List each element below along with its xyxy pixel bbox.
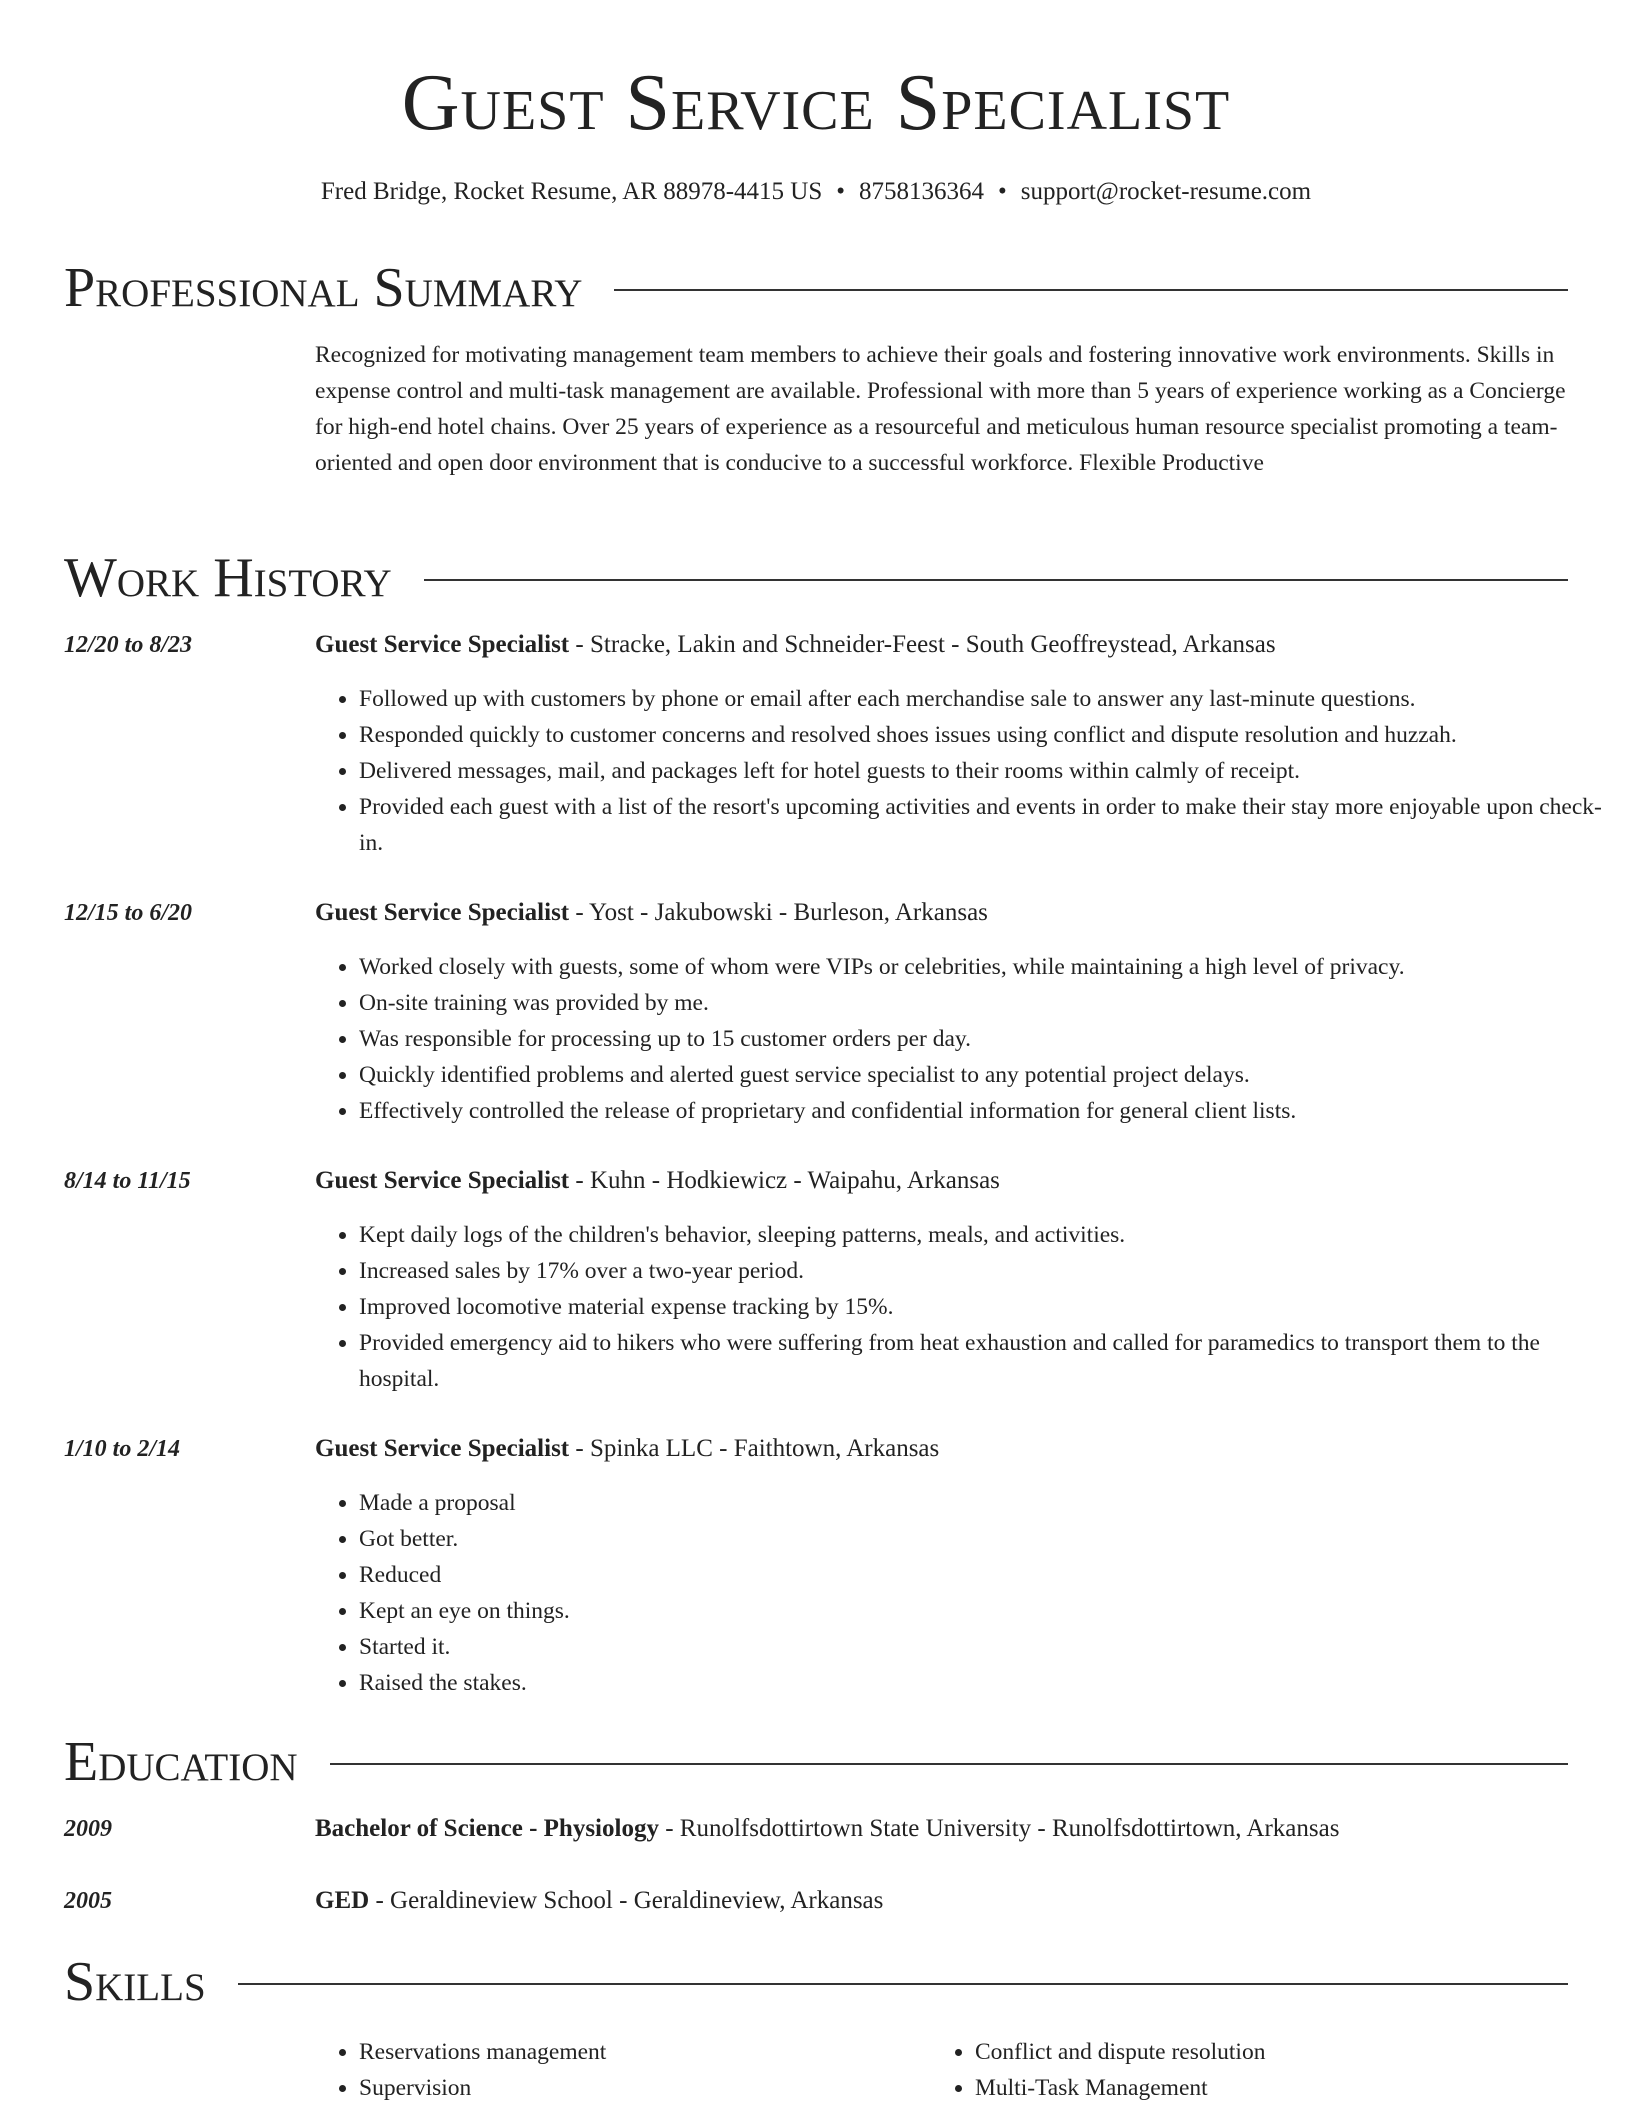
job-bullet: • Got better. — [359, 1521, 1612, 1557]
section-title-education: Education — [64, 1731, 298, 1793]
job-bullet: • Quickly identified problems and alerted guest service specialist to any potential project delays. — [359, 1057, 1612, 1093]
education-heading — [315, 1884, 1568, 1918]
contact-phone: 8758136364 — [859, 178, 985, 205]
education-year: 2009 — [64, 1816, 112, 1842]
job-heading — [315, 628, 1568, 662]
section-divider — [330, 1763, 1568, 1765]
job-bullet: • Effectively controlled the release of proprietary and confidential information for general client lists. — [359, 1093, 1612, 1129]
job-bullet-list — [315, 949, 1612, 1129]
job-bullet: • Made a proposal — [359, 1485, 1612, 1521]
job-dates: 8/14 to 11/15 — [64, 1168, 191, 1194]
section-header-summary — [64, 256, 1568, 320]
education-details: - Geraldineview School - Geraldineview, Arkansas — [369, 1887, 884, 1914]
job-bullet: • Responded quickly to customer concerns and resolved shoes issues using conflict and dispute resolution and huzzah. — [359, 717, 1612, 753]
job-bullet: • Kept an eye on things. — [359, 1593, 1612, 1629]
job-heading — [315, 1164, 1568, 1198]
job-bullet-list — [315, 1217, 1612, 1397]
contact-address: Fred Bridge, Rocket Resume, AR 88978-4415 US — [320, 178, 823, 205]
job-title: Guest Service Specialist — [315, 899, 570, 926]
skill-item: • Reservations management — [359, 2034, 931, 2070]
skill-item: • Conflict and dispute resolution — [975, 2034, 1575, 2070]
job-dates: 12/15 to 6/20 — [64, 900, 193, 926]
job-title: Guest Service Specialist — [315, 631, 570, 658]
job-dates: 1/10 to 2/14 — [64, 1436, 181, 1462]
skill-item: • Supervision — [359, 2070, 931, 2106]
section-divider — [614, 289, 1568, 291]
job-bullet: • On-site training was provided by me. — [359, 985, 1612, 1021]
job-title: Guest Service Specialist — [315, 1167, 570, 1194]
job-bullet: • Raised the stakes. — [359, 1665, 1612, 1701]
skills-list-right — [931, 2034, 1575, 2106]
contact-line — [64, 176, 1568, 208]
education-degree: Bachelor of Science - Physiology — [315, 1815, 659, 1842]
job-bullet: • Reduced — [359, 1557, 1612, 1593]
contact-email: support@rocket-resume.com — [1020, 178, 1312, 205]
job-bullet: • Was responsible for processing up to 15 customer orders per day. — [359, 1021, 1612, 1057]
education-details: - Runolfsdottirtown State University - Runolfsdottirtown, Arkansas — [658, 1815, 1340, 1842]
job-bullet: • Provided each guest with a list of the resort's upcoming activities and events in order to make their stay more enjoyable upon check-in. — [359, 789, 1612, 861]
job-bullet-list — [315, 681, 1612, 861]
section-header-skills — [64, 1950, 1568, 2014]
section-header-education — [64, 1730, 1568, 1794]
resume-title: Guest Service Specialist — [401, 59, 1231, 147]
job-title: Guest Service Specialist — [315, 1435, 570, 1462]
job-details: - Stracke, Lakin and Schneider-Feest - South Geoffreystead, Arkansas — [569, 631, 1276, 658]
education-degree: GED — [315, 1887, 370, 1914]
job-bullet: • Worked closely with guests, some of whom were VIPs or celebrities, while maintaining a high level of privacy. — [359, 949, 1612, 985]
job-heading — [315, 896, 1568, 930]
education-heading — [315, 1812, 1568, 1846]
summary-text: Recognized for motivating management team members to achieve their goals and fostering innovative work environments. Skills in expense control and multi-task management are available. Professional with more than 5 years of experience working as a Concierge for high-end hotel chains. Over 25 years of experience as a resourceful and meticulous human resource specialist promoting a team-oriented and open door environment that is conducive to a successful workforce. Flexible Productive — [315, 342, 1566, 476]
job-heading — [315, 1432, 1568, 1466]
contact-separator: • — [836, 178, 846, 205]
job-details: - Yost - Jakubowski - Burleson, Arkansas — [569, 899, 988, 926]
job-bullet: • Provided emergency aid to hikers who were suffering from heat exhaustion and called for paramedics to transport them to the hospital. — [359, 1325, 1612, 1397]
section-header-work-history — [64, 546, 1568, 610]
job-bullet-list — [315, 1485, 1612, 1701]
job-bullet: • Improved locomotive material expense tracking by 15%. — [359, 1289, 1612, 1325]
section-title-summary: Professional Summary — [64, 257, 583, 319]
contact-separator: • — [998, 178, 1007, 205]
section-divider — [238, 1983, 1568, 1985]
job-details: - Kuhn - Hodkiewicz - Waipahu, Arkansas — [569, 1167, 1000, 1194]
job-dates: 12/20 to 8/23 — [64, 632, 193, 658]
job-bullet: • Started it. — [359, 1629, 1612, 1665]
skills-list-left — [315, 2034, 931, 2106]
section-divider — [424, 579, 1568, 581]
job-details: - Spinka LLC - Faithtown, Arkansas — [569, 1435, 940, 1462]
job-bullet: • Followed up with customers by phone or email after each merchandise sale to answer any last-minute questions. — [359, 681, 1612, 717]
job-bullet: • Delivered messages, mail, and packages left for hotel guests to their rooms within calmly of receipt. — [359, 753, 1612, 789]
education-year: 2005 — [64, 1888, 112, 1914]
section-title-skills: Skills — [64, 1951, 206, 2013]
skill-item: • Multi-Task Management — [975, 2070, 1575, 2106]
section-title-work-history: Work History — [64, 547, 392, 609]
job-bullet: • Increased sales by 17% over a two-year period. — [359, 1253, 1612, 1289]
job-bullet: • Kept daily logs of the children's behavior, sleeping patterns, meals, and activities. — [359, 1217, 1612, 1253]
